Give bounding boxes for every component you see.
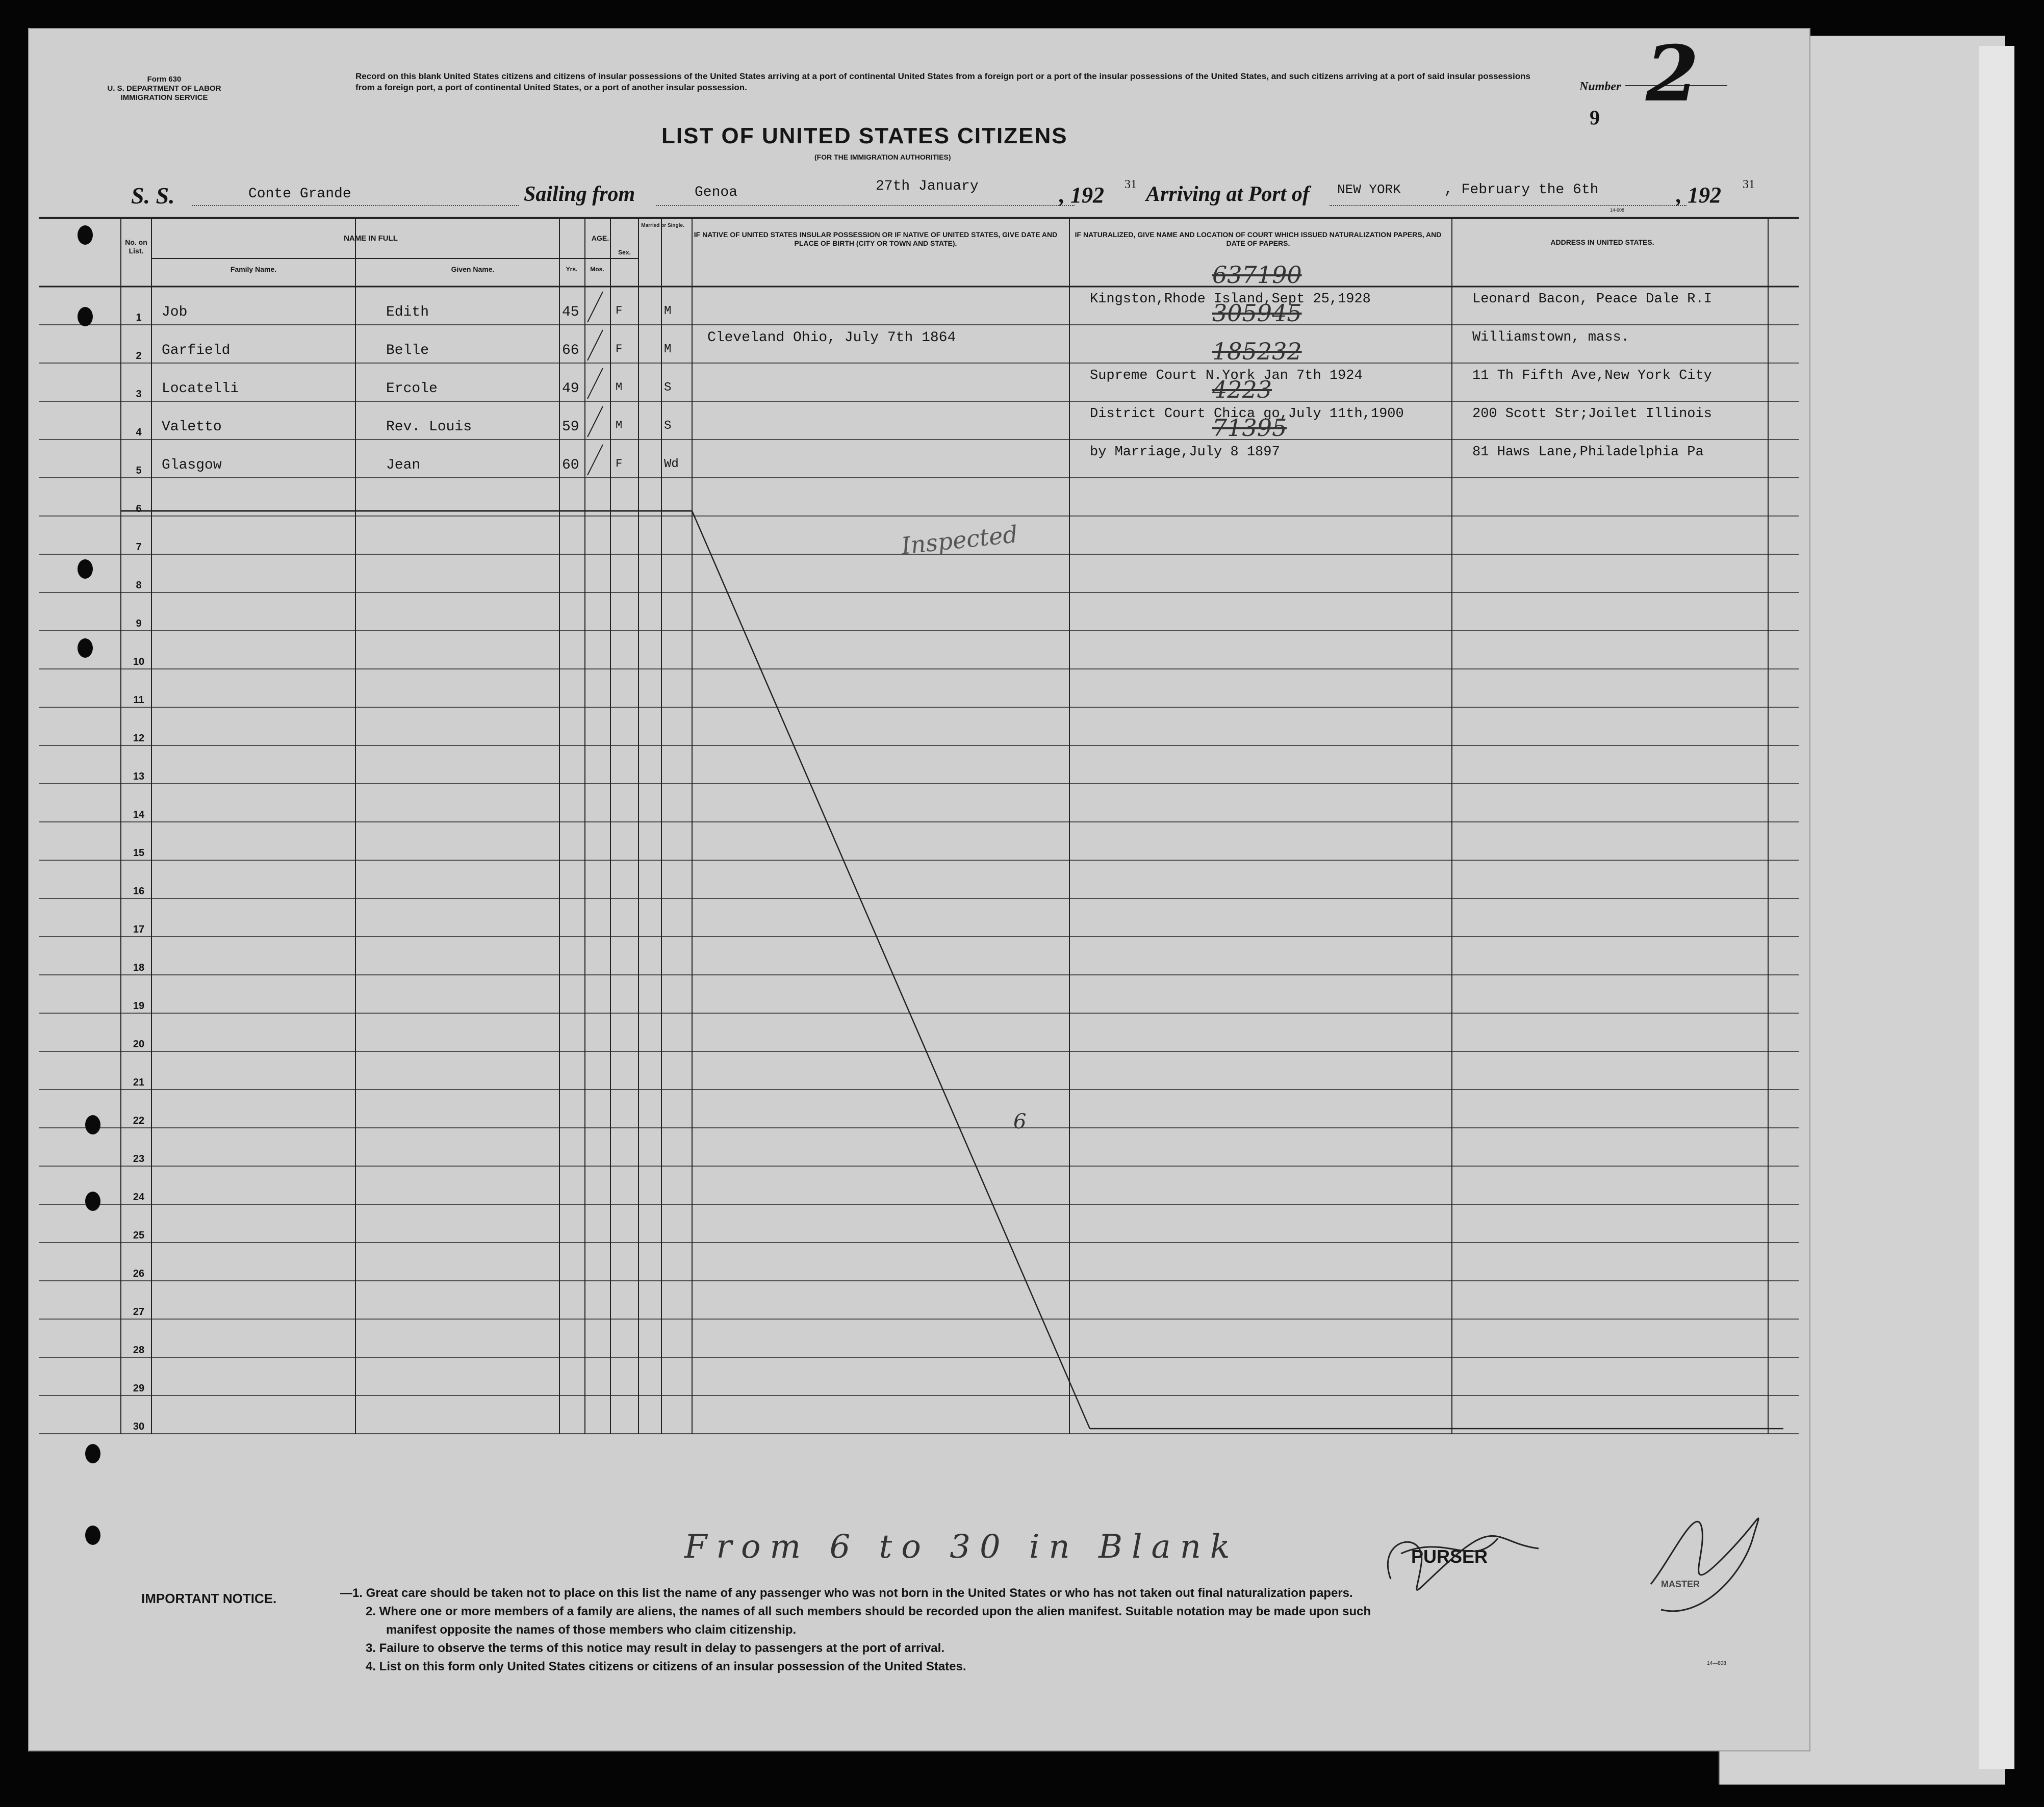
col-birth: IF NATIVE OF UNITED STATES INSULAR POSSESSION OR IF NATIVE OF UNITED STATES, GIVE DATE AND PLACE OF BIRTH (CITY OR TOWN AND STATE). xyxy=(694,230,1058,247)
department: U. S. DEPARTMENT OF LABOR xyxy=(107,84,221,93)
marital-status: M xyxy=(664,343,672,356)
page-subtitle: (FOR THE IMMIGRATION AUTHORITIES) xyxy=(814,153,951,161)
row-number: 5 xyxy=(136,465,142,476)
punch-hole xyxy=(78,225,93,245)
year-prefix-1: , 192 xyxy=(1059,183,1104,208)
arriving-label: Arriving at Port of xyxy=(1146,183,1310,206)
signatures-scrawl xyxy=(1345,1498,1804,1630)
row-number: 12 xyxy=(133,733,145,744)
family-name: Valetto xyxy=(162,419,222,435)
certificate-number: 637190 xyxy=(1212,261,1302,289)
certificate-number: 71395 xyxy=(1212,414,1287,442)
sex: M xyxy=(616,381,623,394)
number-value: 2 xyxy=(1646,29,1699,119)
family-name: Locatelli xyxy=(162,381,239,397)
us-address: Williamstown, mass. xyxy=(1472,330,1629,345)
col-given-name: Given Name. xyxy=(451,265,495,273)
notice-item-4: 4. List on this form only United States citizens or citizens of an insular possession of the United States. xyxy=(366,1660,966,1673)
row-number: 29 xyxy=(133,1383,145,1394)
given-name: Edith xyxy=(386,304,429,320)
family-name: Job xyxy=(162,304,188,320)
col-name-in-full: NAME IN FULL xyxy=(344,234,398,243)
printer-code-top: 14-608 xyxy=(1610,208,1625,213)
row-number: 23 xyxy=(133,1153,145,1165)
year-suffix-1: 31 xyxy=(1125,178,1137,191)
punch-hole xyxy=(85,1192,100,1211)
notice-item-3: 3. Failure to observe the terms of this notice may result in delay to passengers at the port of arrival. xyxy=(366,1641,944,1655)
number-label: Number xyxy=(1579,80,1621,93)
form-instructions: Record on this blank United States citizens and citizens of insular possessions of the United States arriving at a port of continental United States from a foreign port or a port of the insular possessions of the United States, and such citizens arriving at a port of said insular possessions from a foreign port, a port of continental United States, or a port of another insular possession. xyxy=(355,71,1530,92)
year-suffix-2: 31 xyxy=(1743,178,1755,191)
sex: F xyxy=(616,457,623,470)
row-number: 10 xyxy=(133,656,145,667)
age-years: 60 xyxy=(562,457,579,473)
row-number: 14 xyxy=(133,809,145,820)
col-no: No. on List. xyxy=(125,238,147,255)
col-mos: Mos. xyxy=(590,266,604,273)
punch-hole xyxy=(85,1444,100,1463)
row-number: 28 xyxy=(133,1345,145,1356)
page-title: LIST OF UNITED STATES CITIZENS xyxy=(661,123,1068,148)
us-address: 200 Scott Str;Joilet Illinois xyxy=(1472,406,1712,422)
row-number: 11 xyxy=(133,694,144,706)
row-number: 22 xyxy=(133,1115,145,1126)
marital-status: Wd xyxy=(664,457,679,471)
row-number: 1 xyxy=(136,312,142,323)
row-number: 20 xyxy=(133,1039,145,1050)
certificate-number: 4223 xyxy=(1212,376,1272,403)
master-label: MASTER xyxy=(1661,1579,1700,1589)
col-family-name: Family Name. xyxy=(230,265,277,273)
punch-hole xyxy=(78,559,93,579)
punch-hole xyxy=(78,638,93,658)
row-number: 18 xyxy=(133,962,145,973)
blank-note: From 6 to 30 in Blank xyxy=(684,1528,1239,1566)
col-naturalized: IF NATURALIZED, GIVE NAME AND LOCATION OF COURT WHICH ISSUED NATURALIZATION PAPERS, AND DATE OF PAPERS. xyxy=(1075,230,1442,247)
row-number: 16 xyxy=(133,886,145,897)
form-number: Form 630 xyxy=(147,75,182,84)
marital-status: M xyxy=(664,304,672,318)
col-married: Married or Single. xyxy=(641,223,684,228)
date-to: , February the 6th xyxy=(1444,182,1599,198)
count-note: 6 xyxy=(1013,1110,1027,1133)
naturalization-court: Supreme Court N.York Jan 7th 1924 xyxy=(1090,368,1363,383)
service: IMMIGRATION SERVICE xyxy=(120,93,208,102)
certificate-number: 305945 xyxy=(1212,299,1302,327)
sex: M xyxy=(616,419,623,432)
row-number: 9 xyxy=(136,618,142,629)
row-number: 19 xyxy=(133,1000,145,1012)
given-name: Belle xyxy=(386,343,429,358)
row-number: 13 xyxy=(133,771,145,782)
printer-code-bottom: 14—808 xyxy=(1707,1661,1726,1666)
row-number: 30 xyxy=(133,1421,145,1432)
row-number: 3 xyxy=(136,389,142,400)
marital-status: S xyxy=(664,419,672,433)
sub-number: 9 xyxy=(1590,106,1600,129)
col-age: AGE. xyxy=(591,234,609,242)
row-number: 27 xyxy=(133,1306,145,1318)
ship-name: Conte Grande xyxy=(248,186,351,202)
birth-place: Cleveland Ohio, July 7th 1864 xyxy=(707,330,956,346)
age-years: 45 xyxy=(562,304,579,320)
port-from: Genoa xyxy=(695,185,738,200)
age-years: 49 xyxy=(562,381,579,397)
us-address: 11 Th Fifth Ave,New York City xyxy=(1472,368,1712,383)
given-name: Jean xyxy=(386,457,421,473)
row-number: 25 xyxy=(133,1230,145,1241)
col-address: ADDRESS IN UNITED STATES. xyxy=(1550,238,1654,246)
row-number: 17 xyxy=(133,924,145,935)
family-name: Glasgow xyxy=(162,457,222,473)
certificate-number: 185232 xyxy=(1212,338,1302,365)
row-number: 4 xyxy=(136,427,142,438)
punch-hole xyxy=(85,1115,100,1134)
ss-label: S. S. xyxy=(131,183,175,209)
manifest-grid xyxy=(29,29,1811,1752)
age-years: 66 xyxy=(562,343,579,358)
inspector-note: Inspected xyxy=(900,520,1019,560)
given-name: Rev. Louis xyxy=(386,419,472,435)
punch-hole xyxy=(85,1526,100,1545)
year-prefix-2: , 192 xyxy=(1676,183,1721,208)
given-name: Ercole xyxy=(386,381,438,397)
us-address: 81 Haws Lane,Philadelphia Pa xyxy=(1472,445,1704,460)
notice-item-2: 2. Where one or more members of a family are aliens, the names of all such members should be recorded upon the alien manifest. Suitable notation may be made upon such xyxy=(366,1605,1371,1618)
notice-heading: IMPORTANT NOTICE. xyxy=(141,1591,277,1606)
underlying-page-edge xyxy=(1979,46,2014,1769)
row-number: 7 xyxy=(136,541,142,553)
marital-status: S xyxy=(664,381,672,395)
row-number: 6 xyxy=(136,503,142,514)
punch-hole xyxy=(78,307,93,326)
notice-item-2-cont: manifest opposite the names of those members who claim citizenship. xyxy=(386,1623,797,1637)
row-number: 24 xyxy=(133,1192,145,1203)
date-from: 27th January xyxy=(876,178,979,194)
col-yrs: Yrs. xyxy=(566,266,578,273)
naturalization-court: District Court Chica go,July 11th,1900 xyxy=(1090,406,1404,422)
sailing-label: Sailing from xyxy=(524,183,635,206)
family-name: Garfield xyxy=(162,343,231,358)
age-years: 59 xyxy=(562,419,579,435)
row-number: 2 xyxy=(136,350,142,362)
sex: F xyxy=(616,304,623,317)
manifest-sheet xyxy=(28,28,1810,1751)
naturalization-court: Kingston,Rhode Island,Sept 25,1928 xyxy=(1090,292,1371,307)
col-sex: Sex. xyxy=(618,249,631,256)
row-number: 15 xyxy=(133,847,145,859)
row-number: 21 xyxy=(133,1077,145,1088)
notice-item-1: —1. Great care should be taken not to place on this list the name of any passenger who was not born in the United States or who has not taken out final naturalization papers. xyxy=(340,1586,1353,1600)
purser-label: PURSER xyxy=(1411,1546,1488,1567)
naturalization-court: by Marriage,July 8 1897 xyxy=(1090,445,1280,460)
row-number: 8 xyxy=(136,580,142,591)
sex: F xyxy=(616,343,623,355)
row-number: 26 xyxy=(133,1268,145,1279)
port-to: NEW YORK xyxy=(1337,182,1401,197)
us-address: Leonard Bacon, Peace Dale R.I xyxy=(1472,292,1712,307)
